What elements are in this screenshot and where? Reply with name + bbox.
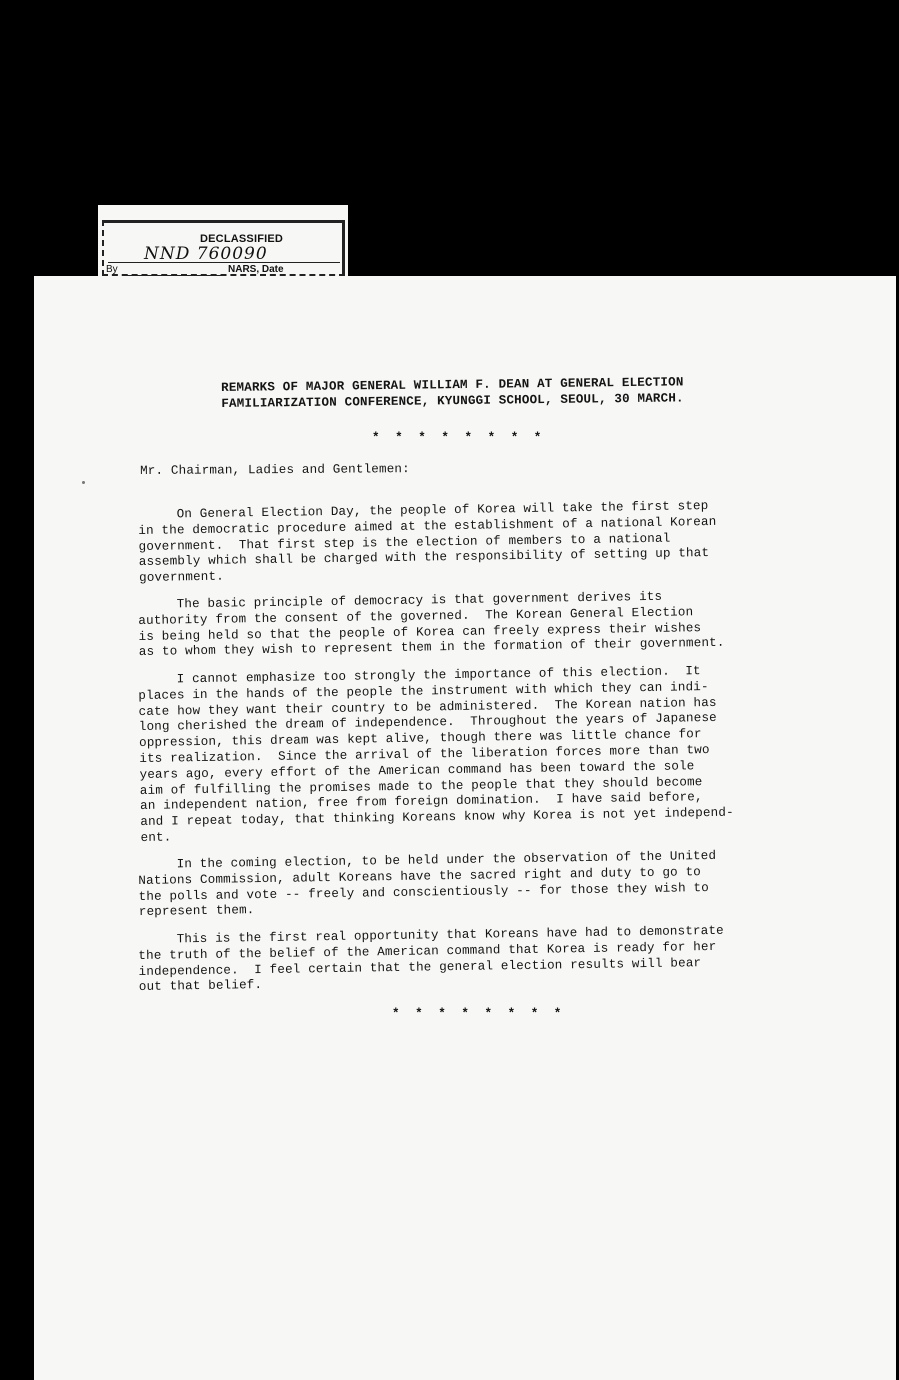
stamp-declassified-label: DECLASSIFIED <box>200 233 284 245</box>
declassification-stamp <box>102 220 345 276</box>
stamp-nars-date-label: NARS, Date <box>228 264 284 275</box>
paragraph-1: On General Election Day, the people of Korea will take the first step in the democratic procedure aimed at the establishment of a national Korean government. That first step is the election of members to a national assembly which shall be charged with the responsibility of setting up that government. <box>138 499 717 586</box>
stamp-by-label: By <box>106 264 118 275</box>
document-title: REMARKS OF MAJOR GENERAL WILLIAM F. DEAN AT GENERAL ELECTION FAMILIARIZATION CONFERENCE, KYUNGGI SCHOOL, SEOUL, 30 MARCH. <box>221 375 684 411</box>
separator-stars-bottom: * * * * * * * * <box>392 1007 566 1021</box>
stamp-authority-number: NND 760090 <box>144 244 268 264</box>
stamp-rule <box>108 262 340 263</box>
paragraph-4: In the coming election, to be held under the observation of the United Nations Commission, adult Koreans have the sacred right and duty to go to the polls and vote -- freely and conscientiously -- for those they wish to represent them. <box>138 848 717 920</box>
paragraph-5: This is the first real opportunity that Koreans have had to demonstrate the truth of the belief of the American command that Korea is ready for her independence. I feel certain that the general election results will bear out that belief. <box>138 923 724 995</box>
paper-speck <box>82 481 85 484</box>
paragraph-2: The basic principle of democracy is that government derives its authority from the consent of the governed. The Korean General Election is being held so that the people of Korea can freely express their wishes as to whom they wish to represent them in the formation of their government. <box>138 589 725 660</box>
separator-stars-top: * * * * * * * * <box>372 431 546 445</box>
salutation: Mr. Chairman, Ladies and Gentlemen: <box>140 462 410 478</box>
stamp-signature-line <box>122 275 222 276</box>
paragraph-3: I cannot emphasize too strongly the importance of this election. It places in the hands of the people the instrument with which they can indi- cate how they want their country to be administered. The Korean nation has long cherished the dream of independence. Throughout the years of Japanese oppression, this dream was kept alive, though there was little chance for its realization. Since the arrival of the liberation forces more than two years ago, every effort of the American command has been toward the sole aim of fulfilling the promises made to the people that they should become an independent nation, free from foreign domination. I have said before, and I repeat today, that thinking Koreans know why Korea is not yet independ- ent. <box>138 664 734 845</box>
